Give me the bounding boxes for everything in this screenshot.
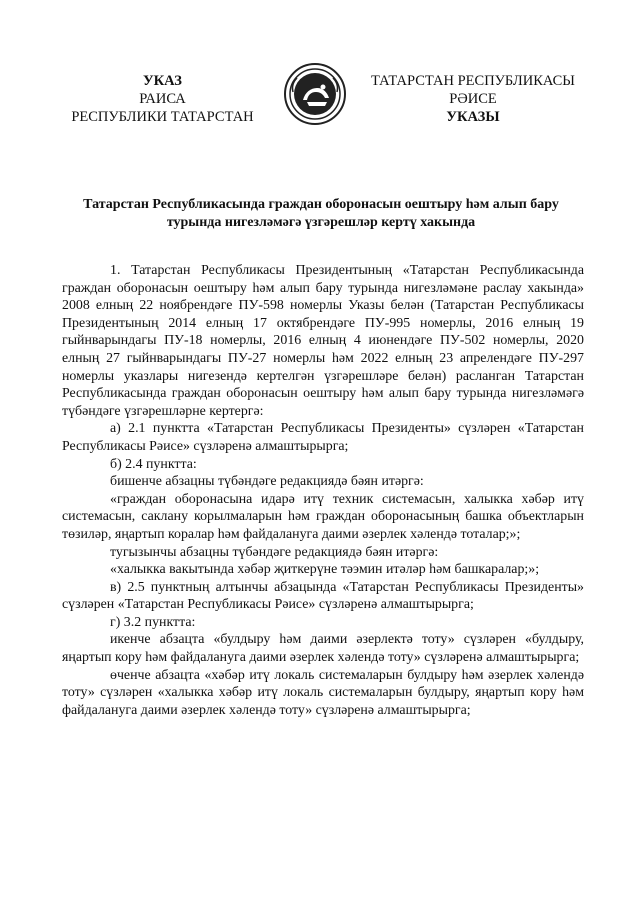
paragraph-g-1: икенче абзацта «булдыру һәм даими әзерлектә тоту» сүзләрен «булдыру, яңартып кору һәм файдалануга даими әзерлек хәлендә тоту» сүзләренә алмаштырырга; (62, 632, 584, 666)
header-right-line-3: УКАЗЫ (446, 109, 500, 125)
document-title: Татарстан Республикасында граждан оборонасын оештыру һәм алып бару турында нигезләмәгә үзгәрешләр кертү хакында (83, 197, 559, 230)
paragraph-b: б) 2.4 пунктта: (110, 456, 197, 472)
header-left-block (60, 72, 265, 126)
paragraph-a: а) 2.1 пунктта «Татарстан Республикасы Президенты» сүзләрен «Татарстан Республикасы Рәисе» сүзләренә алмаштырырга; (62, 421, 584, 454)
coat-of-arms-emblem (283, 62, 347, 126)
paragraph-g: г) 3.2 пунктта: (110, 614, 196, 630)
header-left-line-2: РАИСА (139, 91, 186, 107)
header-right-line-2: РӘИСЕ (449, 91, 497, 107)
header-right-block (358, 72, 588, 126)
paragraph-b-2: «граждан оборонасына идарә итү техник системасын, халыкка хәбәр итү системасын, саклану корылмаларын һәм граждан оборонасының башка объектларын төзиләр, яңартып коралар һәм файдалануга даими әзерлек хәлендә тоталар;»; (62, 491, 584, 542)
header-left-line-3: РЕСПУБЛИКИ ТАТАРСТАН (71, 109, 254, 125)
header-left-line-1: УКАЗ (143, 73, 182, 89)
paragraph-g-2: өченче абзацта «хәбәр итү локаль системаларын булдыру һәм әзерлек хәлендә тоту» сүзләрен «халыкка хәбәр итү локаль системаларын булдыру, яңартып кору һәм файдалануга даими әзерлек хәлендә тоту» сүзләренә алмаштырырга; (62, 667, 584, 718)
document-body (62, 262, 584, 719)
paragraph-b-3: тугызынчы абзацны түбәндәге редакциядә бәян итәргә: (110, 544, 439, 560)
header-right-line-1: ТАТАРСТАН РЕСПУБЛИКАСЫ (371, 73, 575, 89)
paragraph-b-4: «халыкка вакытында хәбәр җиткерүне тәэмин итәләр һәм башкаралар;»; (110, 562, 540, 578)
paragraph-b-1: бишенче абзацны түбәндәге редакциядә бәян итәргә: (110, 474, 424, 490)
paragraph-1: 1. Татарстан Республикасы Президентының «Татарстан Республикасында граждан оборонасын оештыру һәм алып бару турында нигезләмәне раслау хакында» 2008 елның 22 ноябрендәге ПУ-598 номерлы Указы белән (Татарстан Республикасы Президентының 2014 елның 17 октябрендәге ПУ-995 номерлы, 2016 елның 19 гыйнварындагы ПУ-18 номерлы, 2016 елның 4 июнендәге ПУ-502 номерлы, 2020 елның 27 гыйнварындагы ПУ-27 номерлы һәм 2022 елның 23 апрелендәге ПУ-297 номерлы указлары нигезендә кертелгән үзгәрешләре белән) расланган Татарстан Республикасында граждан оборонасын оештыру һәм алып бару турында нигезләмәгә түбәндәге үзгәрешләрне кертергә: (62, 263, 584, 419)
paragraph-v: в) 2.5 пунктның алтынчы абзацында «Татарстан Республикасы Президенты» сүзләрен «Татарстан Республикасы Рәисе» сүзләренә алмаштырырга; (62, 579, 584, 613)
